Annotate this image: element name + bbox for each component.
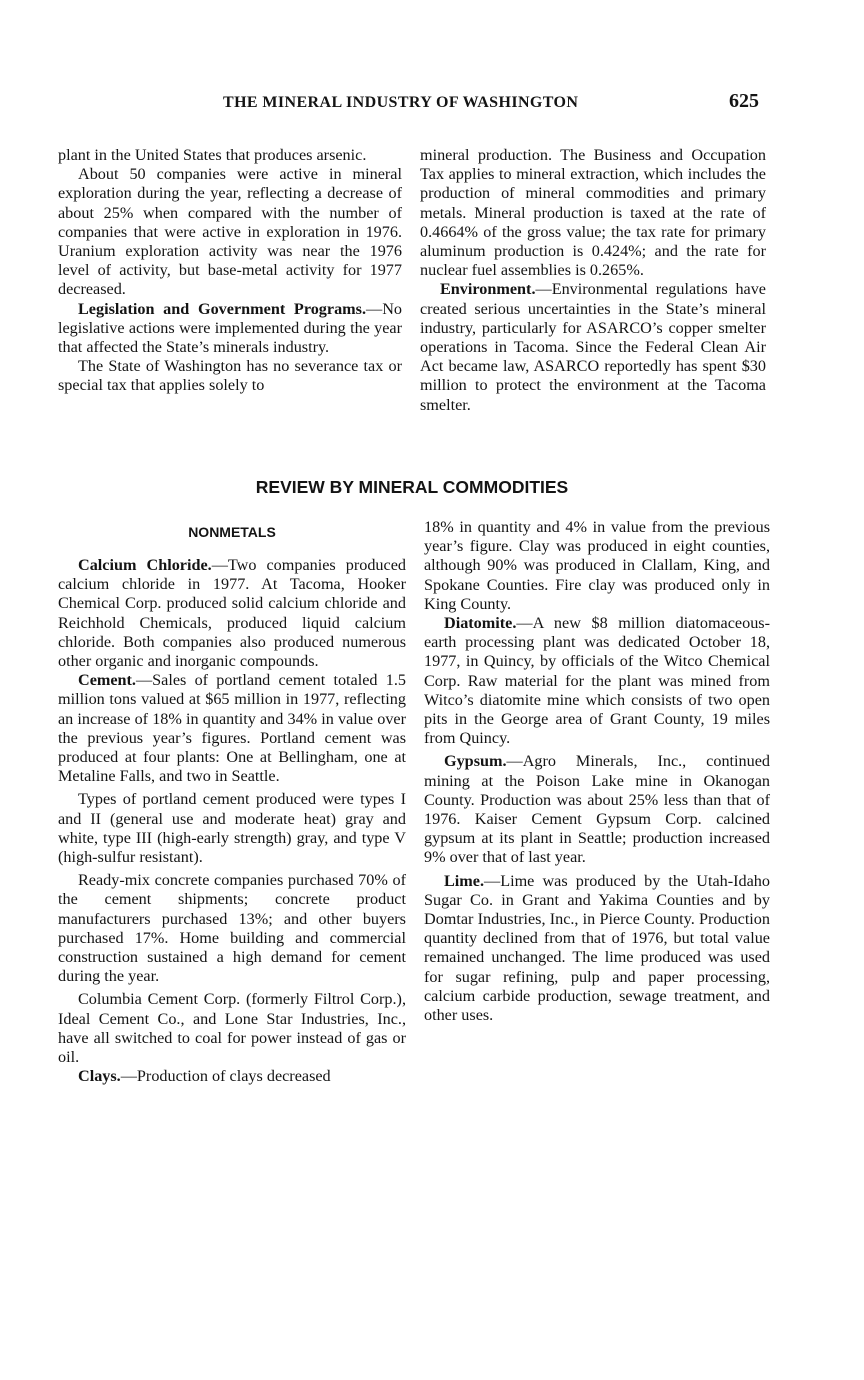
calcium-chloride-heading: Calcium Chloride.: [78, 556, 212, 574]
paragraph-arsenic-plant: plant in the United States that produces arsenic.: [58, 146, 367, 164]
legislation-heading: Legislation and Government Programs.: [78, 299, 367, 318]
cement-text: —Sales of portland cement totaled 1.5 million tons valued at $65 million in 1977, reflecting an increase of 18% in quantity and 34% in value over the previous year’s figures. Portland cement was produced at four plants: One at Bellingham, one at Metaline Falls, and two in Seattle.: [58, 671, 406, 786]
clays-text: —Production of clays decreased: [120, 1067, 331, 1086]
lime-text: —Lime was produced by the Utah-Idaho Sugar Co. in Grant and Yakima Counties and by Domtar Industries, Inc., in Pierce County. Production quantity declined from that of 1976, but total value remained unchanged. The lime produced was used for sugar refining, pulp and paper processing, calcium carbide production, sewage treatment, and other uses.: [424, 871, 770, 1025]
running-head: THE MINERAL INDUSTRY OF WASHINGTON: [223, 94, 579, 111]
subsection-title: NONMETALS: [188, 524, 276, 540]
paragraph-diatomite: [424, 614, 770, 748]
environment-heading: Environment.: [440, 280, 536, 299]
paragraph-exploration: About 50 companies were active in mineral exploration during the year, reflecting a decrease of about 25% when compared with the number of companies that were active in exploration in 1976. Uranium exploration activity was near the 1976 level of activity, but base-metal activity for 1977 decreased.: [58, 165, 402, 299]
paragraph-coal-switch: Columbia Cement Corp. (formerly Filtrol Corp.), Ideal Cement Co., and Lone Star Industries, Inc., have all switched to coal for power instead of gas or oil.: [58, 990, 406, 1067]
clays-heading: Clays.: [78, 1067, 121, 1086]
gypsum-heading: Gypsum.: [444, 752, 507, 771]
cement-heading: Cement.: [78, 671, 136, 690]
paragraph-severance-tax: The State of Washington has no severance tax or special tax that applies solely to: [58, 357, 402, 395]
paragraph-gypsum: [424, 752, 770, 867]
legislation-text: —No legislative actions were implemented during the year that affected the State’s minerals industry.: [58, 299, 402, 357]
paragraph-cement-types: Types of portland cement produced were types I and II (general use and moderate heat) gray and white, type III (high-early strength) gray, and type V (high-sulfur resistant).: [58, 790, 406, 867]
paragraph-environment: [420, 280, 766, 414]
gypsum-text: —Agro Minerals, Inc., continued mining at the Poison Lake mine in Okanogan County. Production was about 25% less than that of 1976. Kaiser Cement Gypsum Corp. calcined gypsum at its plant in Seattle; production increased 9% over that of last year.: [424, 752, 770, 867]
paragraph-clays-continued: 18% in quantity and 4% in value from the previous year’s figure. Clay was produced in eight counties, although 90% was produced in Clallam, King, and Spokane Counties. Fire clay was produced only in King County.: [424, 518, 770, 613]
page-number: 625: [729, 90, 759, 112]
lime-heading: Lime.: [444, 871, 485, 890]
diatomite-heading: Diatomite.: [444, 614, 517, 633]
paragraph-ready-mix: Ready-mix concrete companies purchased 70% of the cement shipments; concrete product manufacturers purchased 13%; and other buyers purchased 17%. Home building and commercial construction sustained a high demand for cement during the year.: [58, 871, 406, 986]
diatomite-text: —A new $8 million diatomaceous-earth processing plant was dedicated October 18, 1977, in Quincy, by officials of the Witco Chemical Corp. Raw material for the plant was mined from Witco’s diatomite mine which consists of two open pits in the George area of Grant County, 19 miles from Quincy.: [424, 614, 770, 748]
top-right-column: [420, 146, 766, 415]
review-left-column: [58, 556, 406, 1086]
paragraph-cement: [58, 671, 406, 786]
paragraph-lime: [424, 872, 770, 1026]
top-left-column: [58, 146, 402, 396]
paragraph-occupation-tax: mineral production. The Business and Occupation Tax applies to mineral extraction, which includes the production of mineral commodities and primary metals. Mineral production is taxed at the rate of 0.4664% of the gross value; the tax rate for primary aluminum production is 0.424%; and the rate for nuclear fuel assemblies is 0.265%.: [420, 146, 766, 280]
paragraph-clays: [58, 1067, 406, 1086]
paragraph-calcium-chloride: [58, 556, 406, 671]
calcium-chloride-text: —Two companies produced calcium chloride in 1977. At Tacoma, Hooker Chemical Corp. produced solid calcium chloride and Reichhold Chemicals, produced liquid calcium chloride. Both companies also produced numerous other organic and inorganic compounds.: [58, 556, 406, 671]
review-right-column: [424, 518, 770, 1025]
section-title: REVIEW BY MINERAL COMMODITIES: [255, 477, 569, 497]
environment-text: —Environmental regulations have created serious uncertainties in the State’s mineral industry, particularly for ASARCO’s copper smelter operations in Tacoma. Since the Federal Clean Air Act became law, ASARCO reportedly has spent $30 million to protect the environment at the Tacoma smelter.: [420, 280, 766, 414]
paragraph-legislation: [58, 300, 402, 358]
